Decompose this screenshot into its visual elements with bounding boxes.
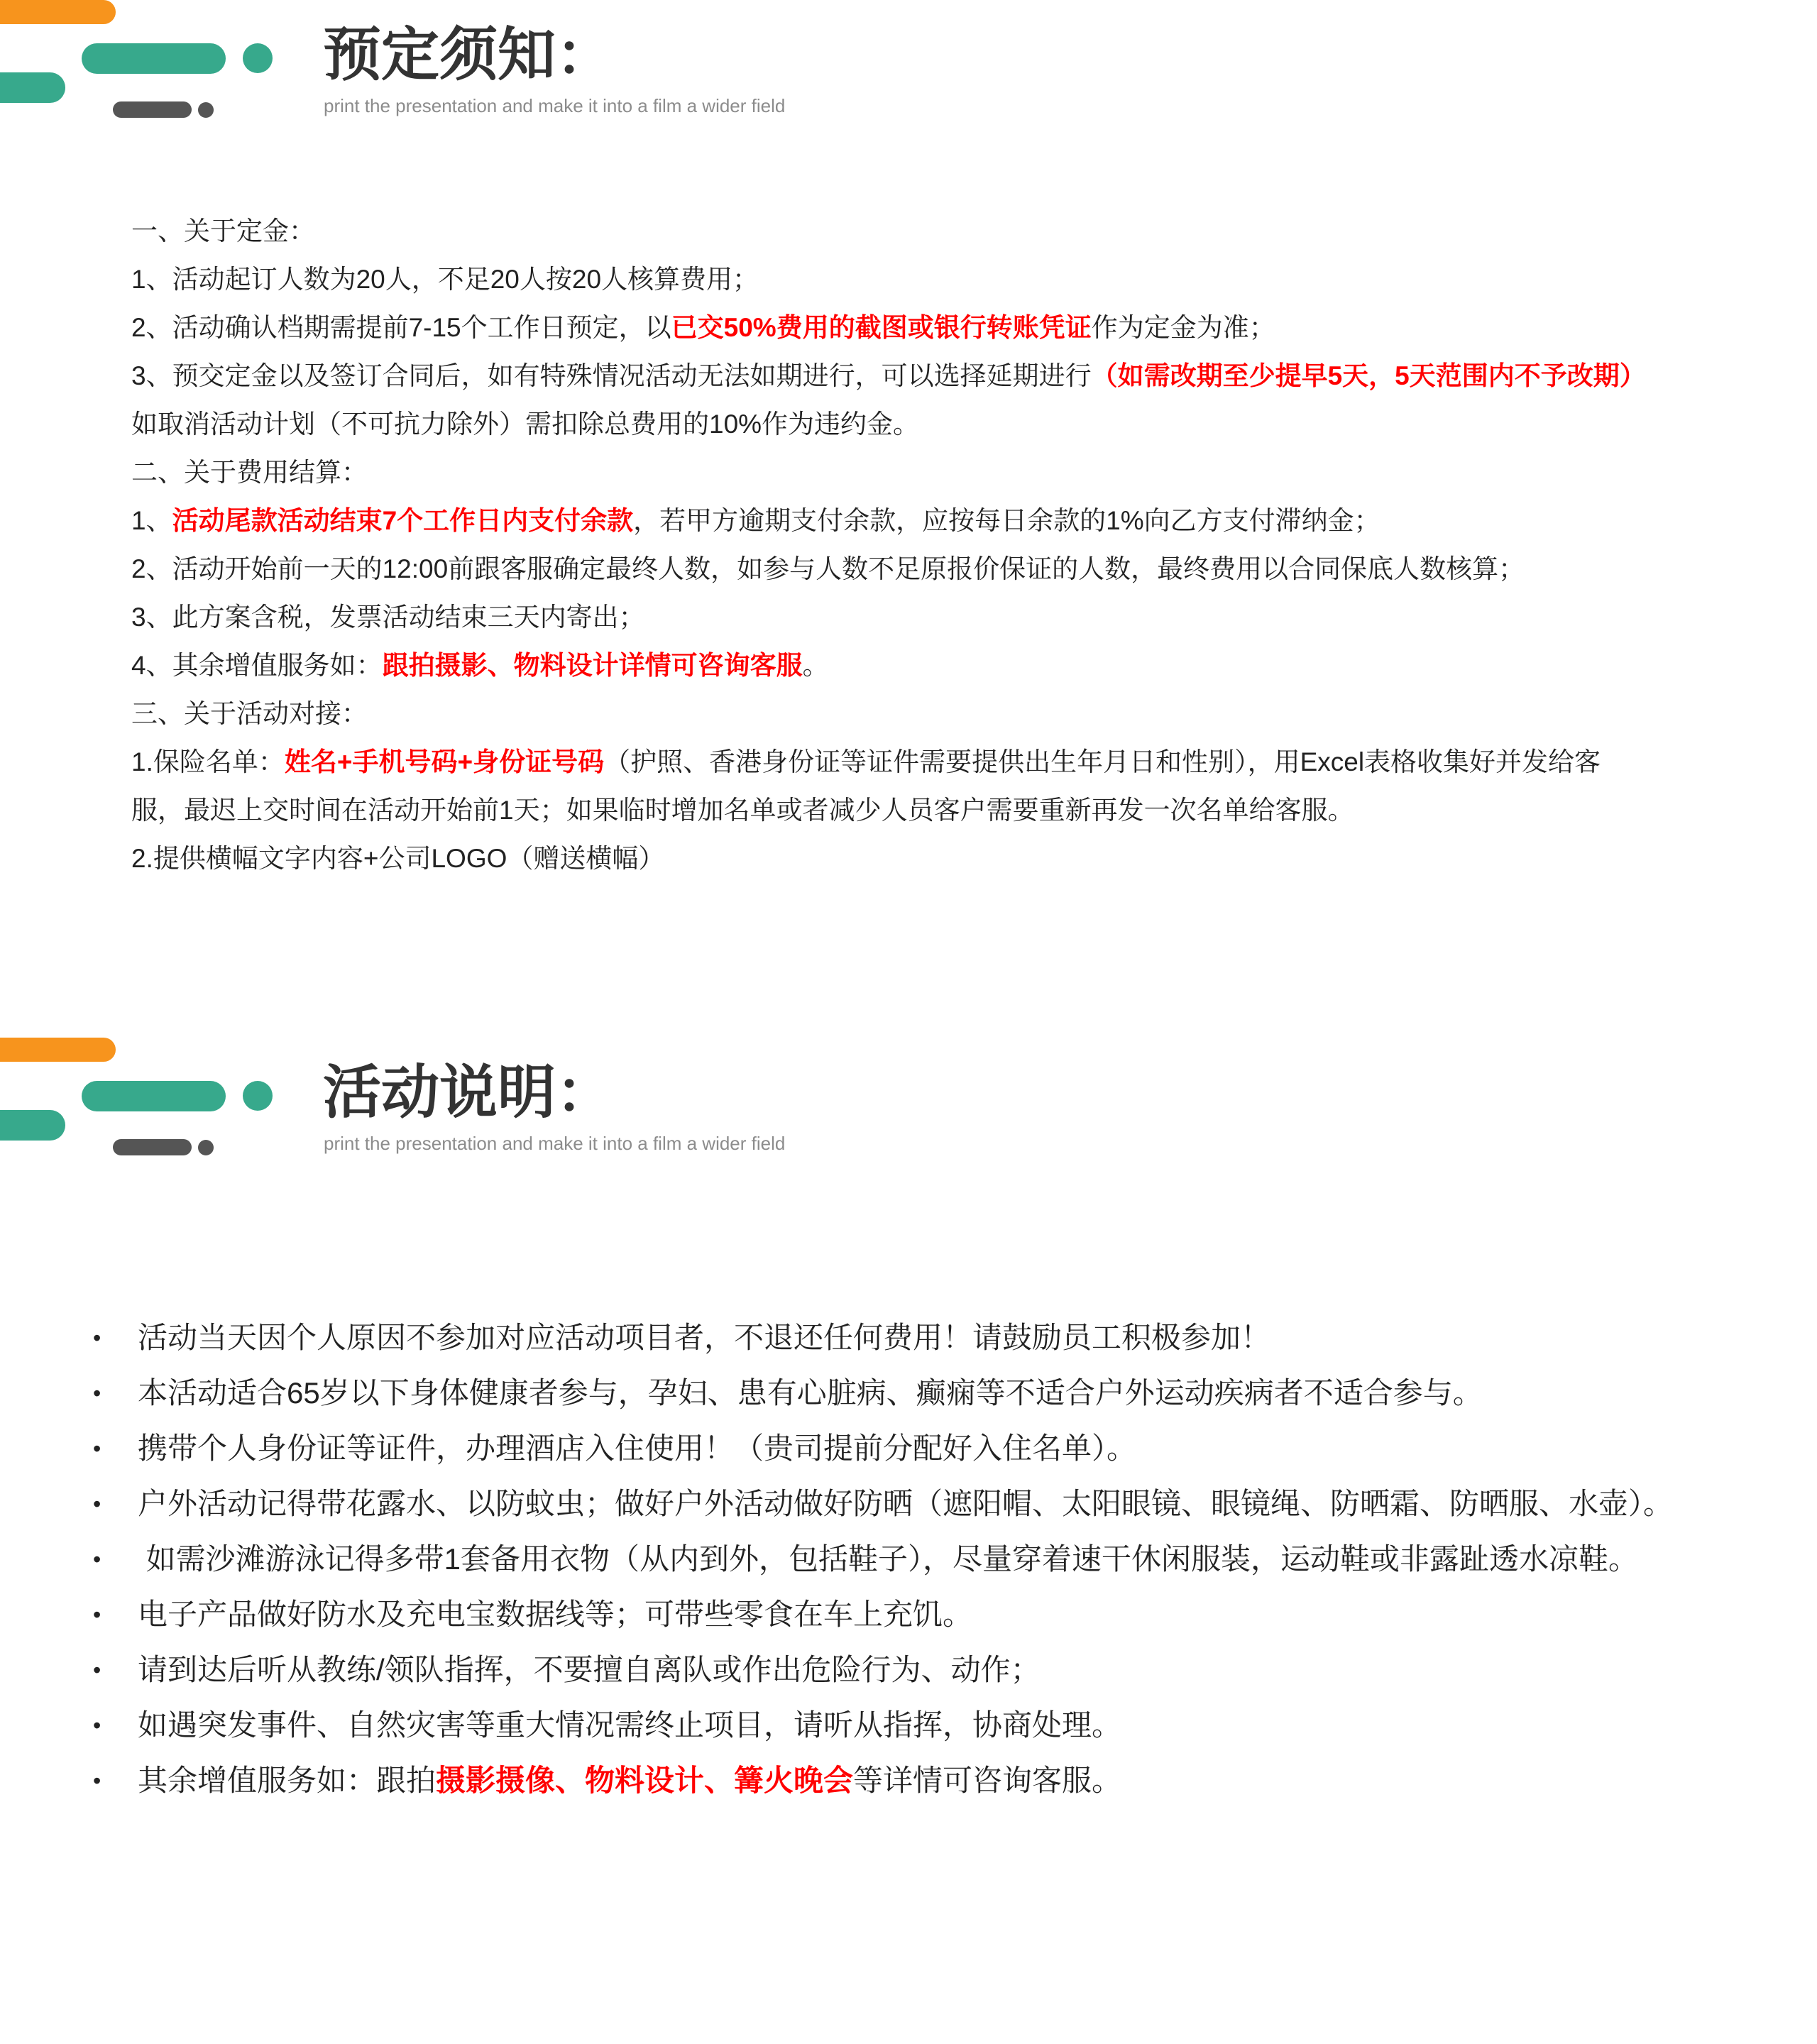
line-text: 服，最迟上交时间在活动开始前1天；如果临时增加名单或者减少人员客户需要重新再发一次名单给客服。: [131, 796, 1354, 825]
line-text: 2.提供横幅文字内容+公司LOGO（赠送横幅）: [131, 844, 665, 873]
bullet-dot-icon: •: [93, 1546, 101, 1572]
bullet-dot-icon: •: [93, 1768, 101, 1793]
booking-line: [131, 545, 1764, 593]
booking-line: [131, 449, 1764, 497]
line-text: 请到达后听从教练/领队指挥，不要擅自离队或作出危险行为、动作；: [138, 1653, 1041, 1686]
booking-notice-header: [0, 0, 1817, 128]
header-decoration-orange-bar: [0, 1038, 116, 1062]
line-text: 1、: [131, 506, 172, 535]
bullet-dot-icon: •: [93, 1380, 101, 1406]
line-text: 活动当天因个人原因不参加对应活动项目者，不退还任何费用！请鼓励员工积极参加！: [138, 1321, 1271, 1354]
list-item: [93, 1421, 1782, 1476]
line-text: 作为定金为准；: [1091, 313, 1275, 342]
section-title: 活动说明：: [323, 1060, 615, 1125]
line-text: 户外活动记得带花露水、以防蚊虫；做好户外活动做好防晒（遮阳帽、太阳眼镜、眼镜绳、防晒霜、防晒服、水壶）。: [138, 1487, 1674, 1520]
line-text: （护照、香港身份证等证件需要提供出生年月日和性别），用Excel表格收集好并发给客: [604, 747, 1601, 776]
booking-line: [131, 593, 1764, 642]
line-text: 一、关于定金：: [131, 216, 315, 246]
line-text: 4、其余增值服务如：: [131, 651, 383, 680]
line-text: 。: [802, 651, 829, 680]
header-decoration-gray-bar: [113, 1139, 192, 1155]
line-text: 如取消活动计划（不可抗力除外）需扣除总费用的10%作为违约金。: [131, 410, 920, 439]
header-decoration-orange-bar: [0, 0, 116, 24]
highlighted-text: 跟拍摄影、物料设计详情可咨询客服: [382, 651, 803, 680]
section-subtitle: print the presentation and make it into a film a wider field: [324, 95, 786, 116]
list-item-text: [138, 1587, 972, 1642]
bullet-dot-icon: •: [93, 1657, 101, 1683]
list-item: [93, 1476, 1782, 1532]
list-item: [93, 1310, 1782, 1366]
booking-notice-body: [131, 207, 1764, 883]
highlighted-text: （如需改期至少提早5天，5天范围内不予改期）: [1091, 361, 1646, 390]
list-item-text: [138, 1421, 1136, 1476]
bullet-dot-icon: •: [93, 1491, 101, 1517]
list-item: [93, 1753, 1782, 1808]
line-text: 3、此方案含税，发票活动结束三天内寄出；: [131, 603, 645, 632]
list-item-text: [138, 1642, 1041, 1698]
line-text: 其余增值服务如：跟拍: [138, 1764, 437, 1797]
list-item: [93, 1587, 1782, 1642]
list-item-text: [138, 1698, 1121, 1753]
bullet-dot-icon: •: [93, 1436, 101, 1461]
booking-line: [131, 690, 1764, 738]
booking-line: [131, 786, 1764, 835]
line-text: 1.保险名单：: [131, 747, 285, 776]
booking-line: [131, 207, 1764, 256]
line-text: 三、关于活动对接：: [131, 699, 368, 728]
header-decoration-gray-bar: [113, 101, 192, 118]
line-text: 3、预交定金以及签订合同后，如有特殊情况活动无法如期进行，可以选择延期进行: [131, 361, 1092, 390]
booking-line: [131, 256, 1764, 304]
line-text: ，若甲方逾期支付余款，应按每日余款的1%向乙方支付滞纳金；: [633, 506, 1380, 535]
booking-line: [131, 352, 1764, 400]
booking-line: [131, 738, 1764, 786]
line-text: 如需沙滩游泳记得多带1套备用衣物（从内到外，包括鞋子），尽量穿着速干休闲服装，运动鞋或非露趾透水凉鞋。: [138, 1542, 1639, 1576]
line-text: 携带个人身份证等证件，办理酒店入住使用！（贵司提前分配好入住名单）。: [138, 1432, 1137, 1465]
activity-notes-list: [93, 1310, 1782, 1808]
header-decoration-gray-dot: [198, 102, 214, 118]
line-text: 如遇突发事件、自然灾害等重大情况需终止项目，请听从指挥，协商处理。: [138, 1708, 1122, 1742]
header-decoration-teal-bar: [82, 43, 226, 74]
list-item-text: [138, 1310, 1270, 1366]
bullet-dot-icon: •: [93, 1602, 101, 1627]
list-item: [93, 1532, 1782, 1587]
list-item-text: [138, 1366, 1483, 1421]
booking-line: [131, 835, 1764, 883]
booking-line: [131, 497, 1764, 545]
line-text: 等详情可咨询客服。: [853, 1764, 1122, 1797]
header-decoration-teal-dot: [243, 43, 273, 73]
line-text: 本活动适合65岁以下身体健康者参与，孕妇、患有心脏病、癫痫等不适合户外运动疾病者不适合参与。: [138, 1376, 1483, 1410]
bullet-dot-icon: •: [93, 1713, 101, 1738]
booking-line: [131, 304, 1764, 352]
header-decoration-gray-dot: [198, 1140, 214, 1155]
line-text: 2、活动确认档期需提前7-15个工作日预定，以: [131, 313, 671, 342]
header-decoration-teal-dot: [243, 1081, 273, 1111]
highlighted-text: 摄影摄像、物料设计、篝火晚会: [436, 1764, 854, 1797]
line-text: 二、关于费用结算：: [131, 458, 368, 487]
bullet-dot-icon: •: [93, 1325, 101, 1351]
list-item-text: [138, 1532, 1638, 1587]
list-item: [93, 1642, 1782, 1698]
activity-notes-header: [0, 1038, 1817, 1165]
highlighted-text: 姓名+手机号码+身份证号码: [284, 747, 605, 776]
line-text: 电子产品做好防水及充电宝数据线等；可带些零食在车上充饥。: [138, 1598, 973, 1631]
line-text: 1、活动起订人数为20人，不足20人按20人核算费用；: [131, 265, 759, 294]
list-item-text: [138, 1753, 1121, 1808]
list-item: [93, 1698, 1782, 1753]
header-decoration-teal-bar-lower: [0, 1110, 65, 1141]
list-item-text: [138, 1476, 1673, 1532]
header-decoration-teal-bar: [82, 1081, 226, 1111]
highlighted-text: 活动尾款活动结束7个工作日内支付余款: [172, 506, 634, 535]
highlighted-text: 已交50%费用的截图或银行转账凭证: [671, 313, 1092, 342]
section-title: 预定须知：: [323, 23, 615, 87]
booking-line: [131, 400, 1764, 449]
line-text: 2、活动开始前一天的12:00前跟客服确定最终人数，如参与人数不足原报价保证的人数，最终费用以合同保底人数核算；: [131, 554, 1525, 583]
header-decoration-teal-bar-lower: [0, 72, 65, 103]
list-item: [93, 1366, 1782, 1421]
section-subtitle: print the presentation and make it into a film a wider field: [324, 1133, 786, 1154]
booking-line: [131, 642, 1764, 690]
